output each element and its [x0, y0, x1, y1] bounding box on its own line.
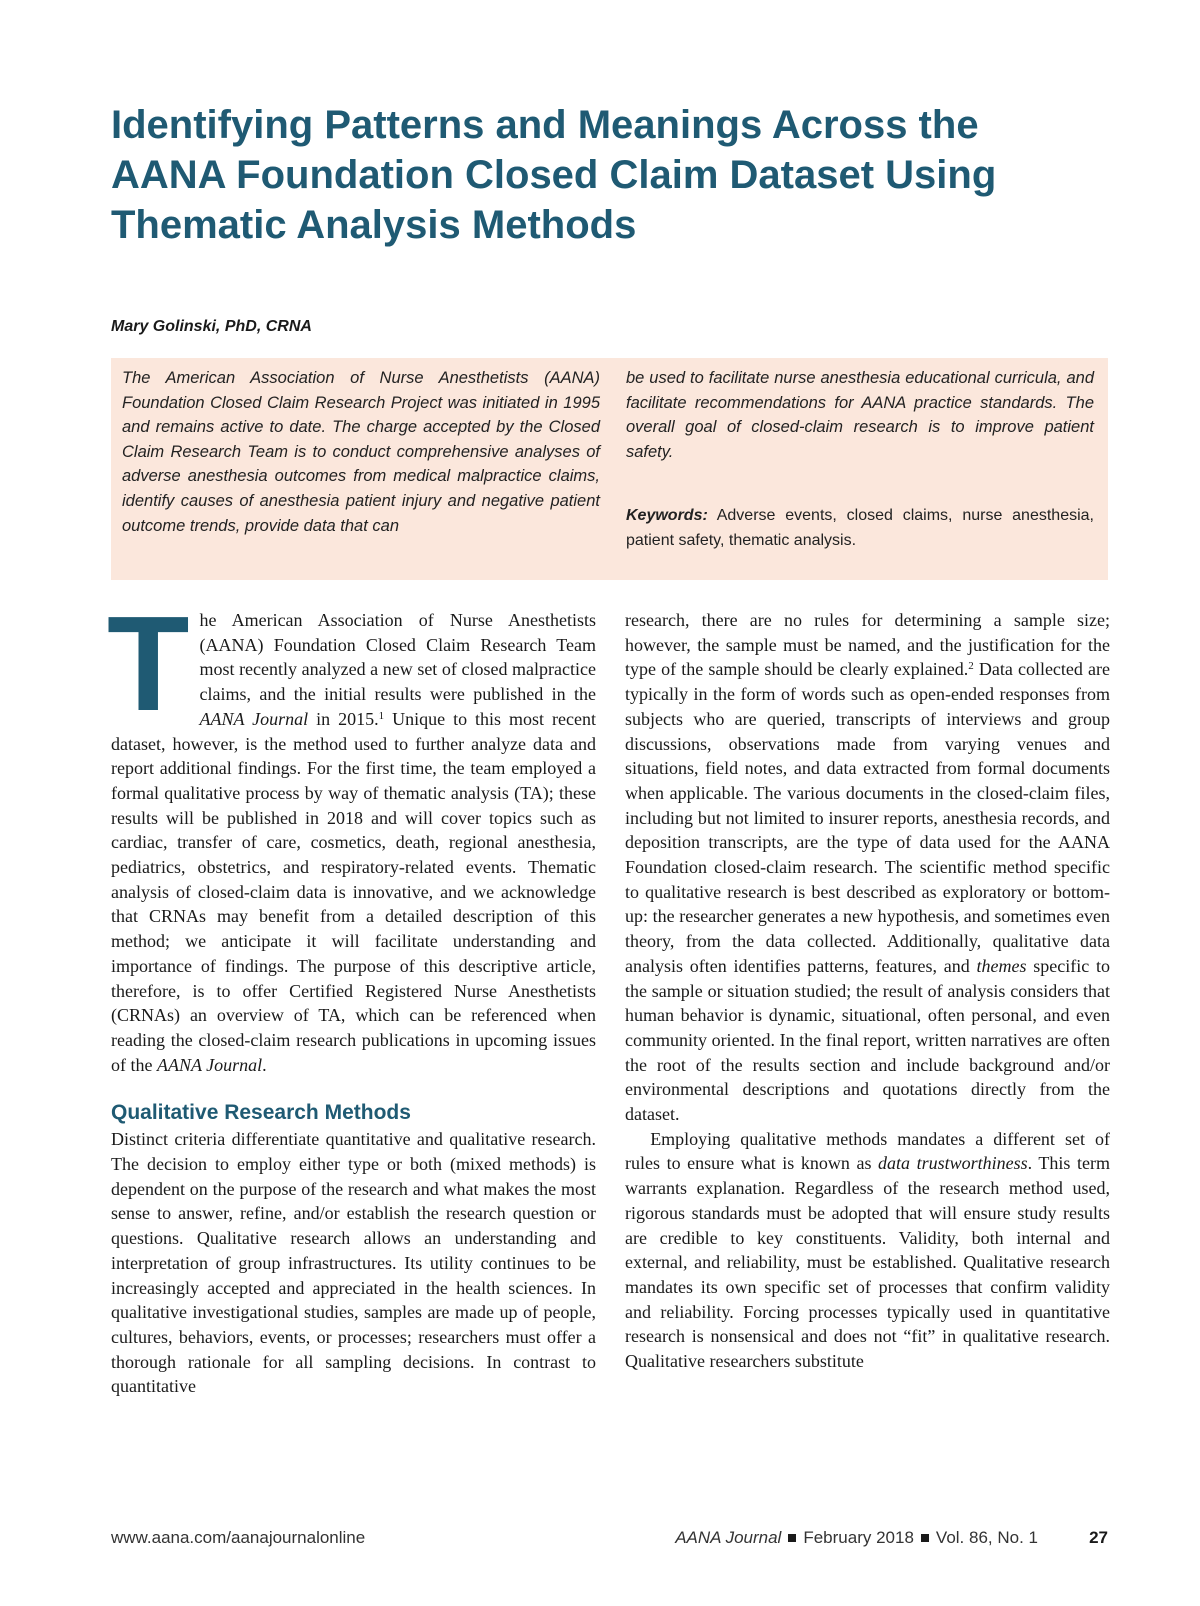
keywords-label: Keywords:: [626, 507, 708, 524]
journal-name-italic: AANA Journal: [199, 708, 309, 729]
trustworthiness-paragraph: [625, 1127, 1110, 1374]
journal-url: www.aana.com/aanajournalonline: [111, 1528, 366, 1547]
title-line-2: AANA Foundation Closed Claim Dataset Using: [111, 153, 997, 197]
abstract-column-right: [626, 366, 1094, 464]
article-title: [111, 100, 1111, 250]
intro-paragraph: [107, 588, 596, 1077]
trust-text-1: Employing qualitative methods mandates a different set of rules to ensure what is known as: [625, 1128, 1110, 1174]
themes-italic: themes: [976, 955, 1027, 976]
footer-journal-name: AANA Journal: [675, 1528, 782, 1547]
journal-name-italic: AANA Journal: [156, 1054, 263, 1075]
intro-text-2: in 2015.: [308, 708, 379, 729]
sample-text-3: specific to the sample or situation studied; the result of analysis considers that human behavior is dynamic, situational, often personal, and even community oriented. In the final report, written narratives are often the root of the results section and include background and/or environmental descriptions and quotations directly from the dataset.: [625, 955, 1110, 1125]
sample-paragraph: [625, 608, 1110, 1127]
intro-text-4: .: [262, 1054, 267, 1075]
intro-text-1: he American Association of Nurse Anesthetists (AANA) Foundation Closed Claim Research Team most recently analyzed a new set of closed malpractice claims, and the initial results were published in the: [199, 610, 596, 705]
page-footer: [111, 1528, 1108, 1552]
abstract-box: [111, 358, 1108, 580]
sample-text-2: Data collected are typically in the form of words such as open-ended responses from subjects who are queried, transcripts of interviews and group discussions, observations made from varying venues and situations, field notes, and data extracted from formal documents when applicable. The various documents in the closed-claim files, including but not limited to insurer reports, anesthesia records, and deposition transcripts, are the type of data used for the AANA Foundation closed-claim research. The scientific method specific to qualitative research is best described as exploratory or bottom-up: the researcher generates a new hypothesis, and sometimes even theory, from the data collected. Additionally, qualitative data analysis often identifies patterns, features, and: [625, 659, 1111, 976]
title-line-3: Thematic Analysis Methods: [111, 203, 637, 247]
page-number: 27: [1089, 1528, 1108, 1547]
square-bullet-icon: [788, 1534, 796, 1542]
author-byline: Mary Golinski, PhD, CRNA: [111, 318, 312, 335]
section-heading-qualitative: Qualitative Research Methods: [111, 1101, 411, 1125]
reference-1: 1: [378, 709, 385, 722]
footer-volume: Vol. 86, No. 1: [935, 1528, 1038, 1547]
qualitative-paragraph: Distinct criteria differentiate quantitative and qualitative research. The decision to employ either type or both (mixed methods) is dependent on the purpose of the research and what makes the most sense to answer, refine, and/or establish the research question or questions. Qualitative research allows an understanding and interpretation of group infrastructures. Its utility continues to be increasingly accepted and appreciated in the health sciences. In qualitative investigational studies, samples are made up of people, cultures, behaviors, events, or processes; researchers must offer a thorough rationale for all sampling decisions. In contrast to quantitative: [111, 1129, 596, 1397]
square-bullet-icon: [921, 1534, 929, 1542]
body-column-left: [107, 588, 596, 1399]
abstract-text-right: be used to facilitate nurse anesthesia educational curricula, and facilitate recommendations for AANA practice standards. The overall goal of closed-claim research is to improve patient safety.: [626, 369, 1094, 461]
intro-text-3: Unique to this most recent dataset, however, is the method used to further analyze data and report additional findings. For the first time, the team employed a formal qualitative process by way of thematic analysis (TA); these results will be published in 2018 and will cover topics such as cardiac, transfer of care, cosmetics, death, regional anesthesia, pediatrics, obstetrics, and respiratory-related events. Thematic analysis of closed-claim data is innovative, and we acknowledge that CRNAs may benefit from a detailed description of this method; we anticipate it will facilitate understanding and importance of findings. The purpose of this descriptive article, therefore, is to offer Certified Registered Nurse Anesthetists (CRNAs) an overview of TA, which can be referenced when reading the closed-claim research publications in upcoming issues of the: [111, 708, 596, 1075]
reference-2: 2: [968, 660, 974, 673]
trust-text-2: . This term warrants explanation. Regardless of the research method used, rigorous standards must be adopted that will ensure study results are credible to key constituents. Validity, both internal and external, and reliability, must be established. Qualitative research mandates its own specific set of processes that confirm validity and reliability. Forcing processes typically used in quantitative research is nonsensical and does not “fit” in qualitative research. Qualitative researchers substitute: [625, 1153, 1110, 1372]
keywords: [626, 504, 1094, 553]
abstract-column-left: [122, 366, 600, 538]
title-line-1: Identifying Patterns and Meanings Across the: [111, 103, 979, 147]
drop-cap: T: [107, 588, 190, 739]
sample-text-1: research, there are no rules for determining a sample size; however, the sample must be named, and the justification for the type of the sample should be clearly explained.: [625, 610, 1110, 680]
abstract-text-left: The American Association of Nurse Anesthetists (AANA) Foundation Closed Claim Research Project was initiated in 1995 and remains active to date. The charge accepted by the Closed Claim Research Team is to conduct comprehensive analyses of adverse anesthesia outcomes from medical malpractice claims, identify causes of anesthesia patient injury and negative patient outcome trends, provide data that can: [122, 369, 600, 535]
body-column-right: [625, 608, 1110, 1374]
journal-citation: [675, 1528, 1038, 1548]
footer-date: February 2018: [803, 1528, 914, 1547]
trustworthiness-italic: data trustworthiness: [878, 1153, 1028, 1174]
keywords-text: Adverse events, closed claims, nurse anesthesia, patient safety, thematic analysis.: [626, 507, 1094, 549]
